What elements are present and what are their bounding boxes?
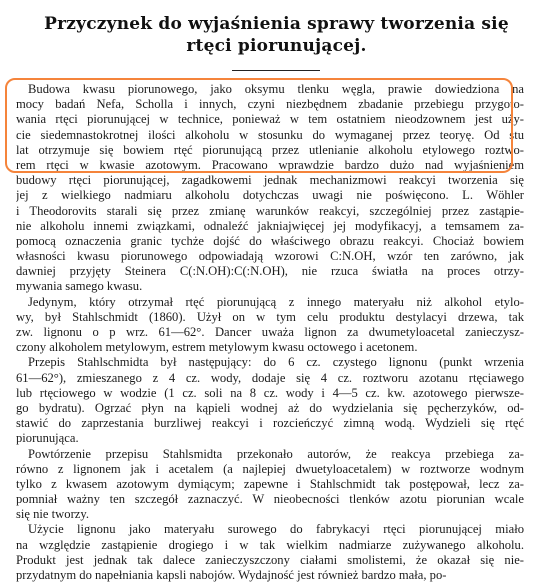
paragraph-p1 xyxy=(16,82,524,295)
text-line: stawić do zaprzestania burzliwej reakcyi i rozcieńczyć zimną wodą. Wydzieli się rtęć xyxy=(16,416,524,431)
text-line: lub rtęciowego w wodzie (1 cz. soli na 8 cz. wody i 4—5 cz. kw. azotowego pierwsze- xyxy=(16,385,524,400)
paragraph-p5 xyxy=(16,522,524,583)
text-line: lat otrzymuje się bowiem rtęć piorunującą przez utlenianie alkoholu etylowego roztwo- xyxy=(16,142,524,157)
text-line: przydatnym do napełniania kapsli nabojów. Wydajność jest również bardzo mała, po- xyxy=(16,568,447,582)
text-line: Powtórzenie przepisu Stahlsmidta przekonało autorów, że reakcya przebiega za- xyxy=(28,446,524,461)
text-line: Produkt jest jednak tak dalece zanieczyszczony ciałami smolistemi, że okazał się nie- xyxy=(16,552,524,567)
text-line: wania rtęci piorunującej w technice, ponieważ w tem ostatniem nieodzownem jest uży- xyxy=(16,112,524,127)
paragraph-p3 xyxy=(16,355,524,446)
text-line: 61—62°), zmieszanego z 4 cz. wody, dodaje się 4 cz. roztworu azotanu rtęciawego xyxy=(16,370,524,385)
text-line: się nie tworzy. xyxy=(16,507,89,522)
title-line-2: rtęci piorunującej. xyxy=(186,36,367,56)
text-line: nie alkoholu innemi związkami, odnaleźć jakniajwięcej jej modyfikacyj, a temsamem za- xyxy=(16,218,524,233)
text-line: Przepis Stahlschmidta był następujący: do 6 cz. czystego lignonu (punkt wrzenia xyxy=(28,355,524,370)
text-line: i Theodorovits starali się przez zmianę warunków reakcyi, szczególniej przez zastąpie- xyxy=(16,203,524,218)
text-line: Budowa kwasu piorunowego, jako oksymu tlenku węgla, prawie dowiedziona na xyxy=(28,82,524,96)
text-line: mocy badań Nefa, Scholla i innych, czyni niezbędnem zbadanie przebiegu przygoto- xyxy=(16,97,524,112)
title-divider xyxy=(232,70,320,71)
text-line: na względzie zastąpienie drogiego i w tak wielkim nadmiarze zużywanego alkoholu. xyxy=(16,537,524,552)
text-line: piorunująca. xyxy=(16,431,79,446)
text-line: budowy rtęci piorunującej, zagadkowemi jednak mechanizmowi reakcyi tworzenia się xyxy=(16,173,524,188)
text-line: dawniej przyjęty Steinera C(:N.OH):C(:N.OH), nie rzuca światła na proces otrzy- xyxy=(16,264,524,279)
text-line: rem rtęci w kwasie azotowym. Pracowano wprawdzie bardzo dużo nad wyjaśnieniem xyxy=(16,157,524,172)
paragraph-p2 xyxy=(16,295,524,356)
text-line: czony alkoholem metylowym, estrem metylowym kwasu octowego i acetonem. xyxy=(16,340,418,355)
text-line: mywania samego kwasu. xyxy=(16,279,143,294)
text-line: tylko z kwasem azotowym dymiącym; zapewne i Stahlschmidt tak postępował, lecz za- xyxy=(16,476,524,491)
title-line-1: Przyczynek do wyjaśnienia sprawy tworzenia się xyxy=(44,14,509,34)
text-line: cie siedemnastokrotnej ilości alkoholu w stosunku do wymaganej przez teoryę. Od stu xyxy=(16,127,524,142)
paragraph-p4 xyxy=(16,447,524,523)
text-line: jej z wielkiego nadmiaru alkoholu dotychczas uwagi nie poświęcono. L. Wöhler xyxy=(16,188,524,203)
text-line: własności kwasu piorunowego odpowiadają wzorowi C:N.OH, wzór ten zarówno, jak xyxy=(16,249,524,264)
text-line: wy, był Stahlschmidt (1860). Użył on w tym celu produktu destylacyi drzewa, tak xyxy=(16,309,524,324)
text-line: zw. lignonu o p wrz. 61—62°. Dancer uważa lignon za dwumetyloacetal zanieczysz- xyxy=(16,325,524,339)
text-line: Jedynym, który otrzymał rtęć piorunującą z innego materyału niż alkohol etylo- xyxy=(28,294,524,309)
text-line: go bydratu). Ogrzać płyn na kąpieli wodnej aż do wydzielania się pęcherzyków, od- xyxy=(16,400,524,415)
text-line: pomniał ważny ten szczegół zaznaczyć. W nieobecności tlenków azotu piorunian wcale xyxy=(16,492,524,507)
text-line: równo z lignonem jak i acetalem (a najlepiej dwuetyloacetalem) w roztworze wodnym xyxy=(16,461,524,476)
article-body xyxy=(16,82,524,583)
text-line: Użycie lignonu jako materyału surowego do fabrykacyi rtęci piorunującej miało xyxy=(28,522,524,537)
text-line: pomocą oznaczenia granic tychże dojść do właściwego obrazu reakcyi. Chociaż bowiem xyxy=(16,233,524,248)
